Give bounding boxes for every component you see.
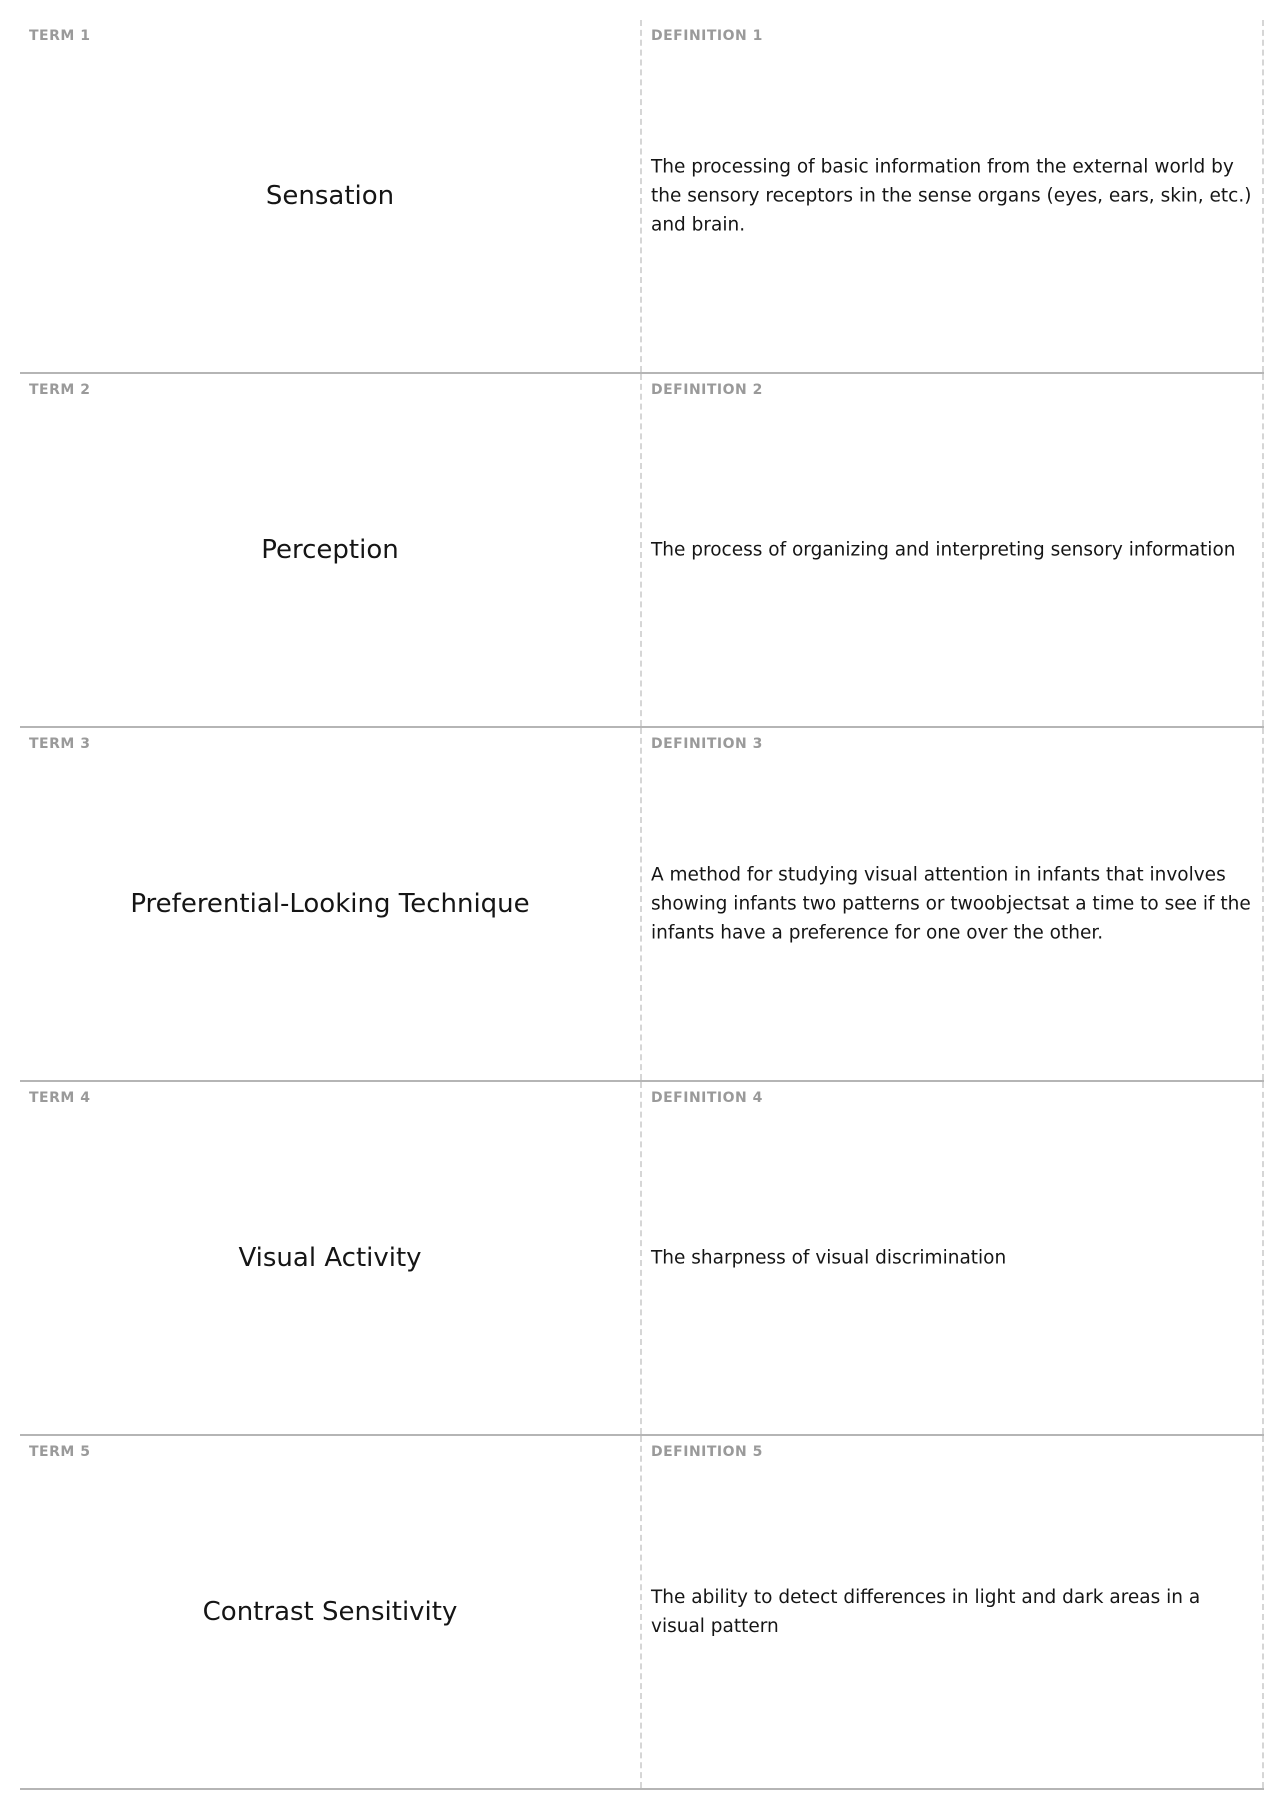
- flashcard-row: [20, 374, 1264, 728]
- definition-text: The process of organizing and interpreting sensory information: [651, 539, 1236, 561]
- flashcard-row: [20, 20, 1264, 374]
- definition-cell: [642, 1082, 1264, 1434]
- term-label: TERM 1: [29, 28, 91, 44]
- definition-label: DEFINITION 4: [651, 1090, 763, 1106]
- term-text: Preferential-Looking Technique: [130, 889, 530, 919]
- flashcard-row: [20, 728, 1264, 1082]
- definition-text: The sharpness of visual discrimination: [651, 1247, 1007, 1269]
- term-cell: [20, 1436, 642, 1788]
- term-cell: [20, 1082, 642, 1434]
- term-text: Sensation: [265, 181, 395, 211]
- term-label: TERM 3: [29, 736, 91, 752]
- definition-cell: [642, 728, 1264, 1080]
- definition-text: The ability to detect differences in light and dark areas in a visual pattern: [651, 1587, 1201, 1637]
- definition-cell: [642, 374, 1264, 726]
- term-text: Contrast Sensitivity: [202, 1597, 458, 1627]
- definition-cell: [642, 20, 1264, 372]
- definition-text: The processing of basic information from the external world by the sensory receptors in the sense organs (eyes, ears, skin, etc.) and brain.: [651, 156, 1252, 236]
- definition-cell: [642, 1436, 1264, 1788]
- definition-label: DEFINITION 3: [651, 736, 763, 752]
- term-label: TERM 2: [29, 382, 91, 398]
- flashcard-sheet: [20, 20, 1264, 1790]
- term-text: Perception: [261, 535, 399, 565]
- term-cell: [20, 728, 642, 1080]
- term-text: Visual Activity: [238, 1243, 422, 1273]
- term-cell: [20, 20, 642, 372]
- term-cell: [20, 374, 642, 726]
- definition-text: A method for studying visual attention in infants that involves showing infants two patterns or twoobjectsat a time to see if the infants have a preference for one over the other.: [651, 864, 1251, 944]
- definition-label: DEFINITION 1: [651, 28, 763, 44]
- definition-label: DEFINITION 5: [651, 1444, 763, 1460]
- term-label: TERM 5: [29, 1444, 91, 1460]
- flashcard-row: [20, 1082, 1264, 1436]
- flashcard-row: [20, 1436, 1264, 1790]
- definition-label: DEFINITION 2: [651, 382, 763, 398]
- term-label: TERM 4: [29, 1090, 91, 1106]
